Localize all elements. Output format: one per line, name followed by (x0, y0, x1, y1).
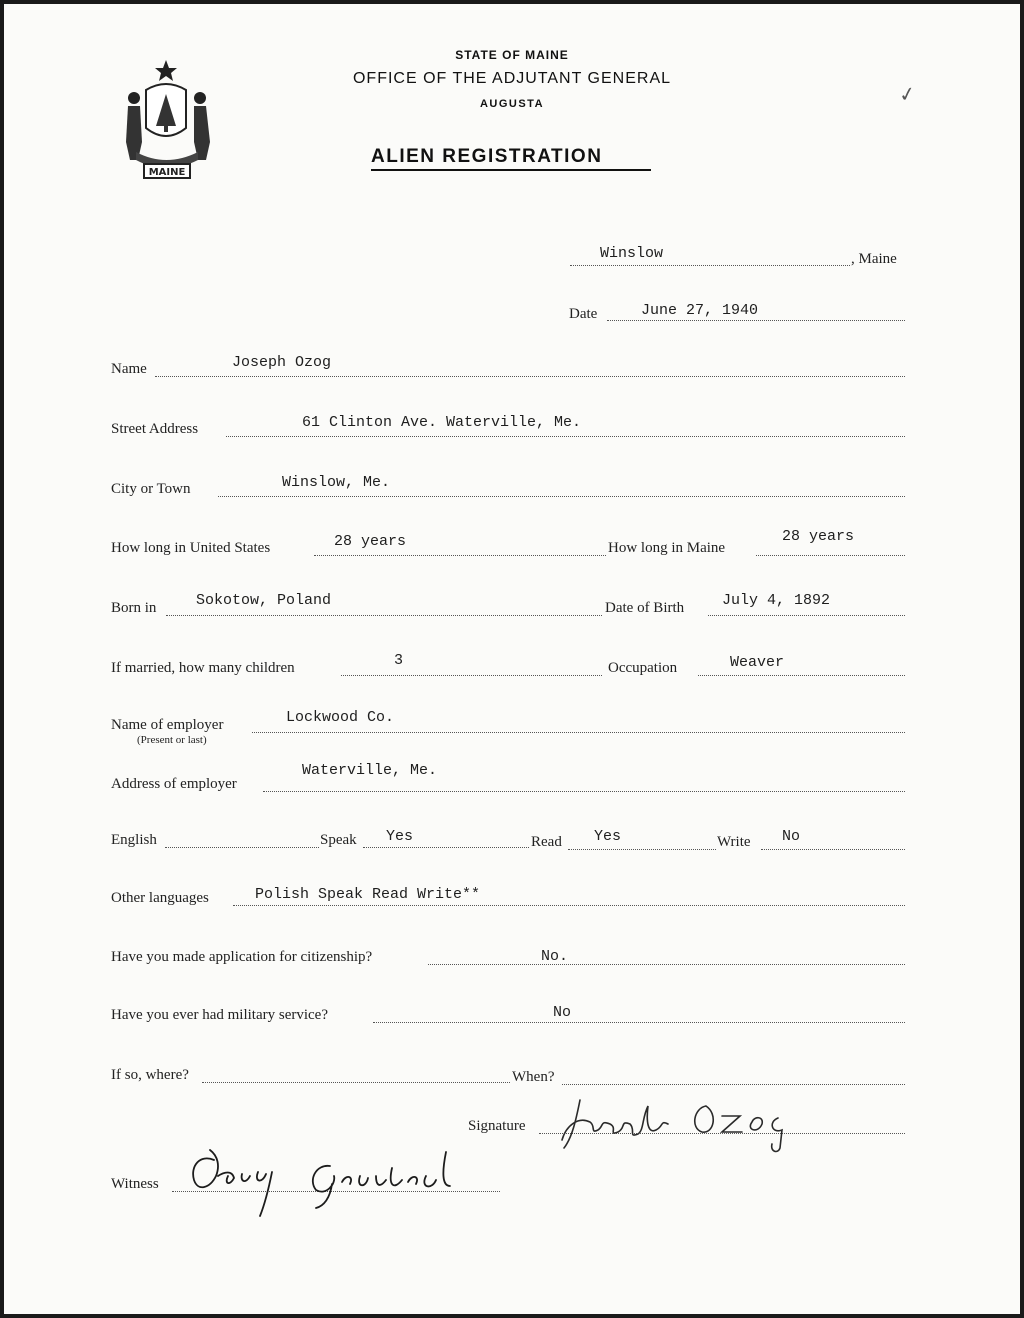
when-label: When? (512, 1069, 555, 1085)
name-label: Name (111, 361, 147, 377)
witness-signature-image (180, 1136, 470, 1226)
name-value: Joseph Ozog (232, 354, 332, 371)
write-value: No (782, 828, 801, 845)
speak-label: Speak (320, 832, 357, 848)
location-suffix: , Maine (851, 251, 897, 267)
signature-label: Signature (468, 1118, 526, 1134)
employer-label: Name of employer (111, 717, 224, 733)
maine-duration-label: How long in Maine (608, 540, 726, 556)
where-label: If so, where? (111, 1067, 189, 1083)
read-label: Read (531, 834, 562, 850)
other-languages-label: Other languages (111, 890, 209, 906)
speak-value: Yes (386, 828, 414, 845)
dob-value: July 4, 1892 (722, 592, 831, 609)
registration-form (4, 4, 1020, 1314)
maine-duration-value: 28 years (782, 528, 855, 545)
occupation-label: Occupation (608, 660, 678, 676)
other-languages-value: Polish Speak Read Write** (255, 886, 481, 903)
check-mark: ✓ (897, 82, 918, 108)
employer-sublabel: (Present or last) (137, 734, 207, 746)
date-label: Date (569, 306, 598, 322)
children-value: 3 (394, 652, 404, 669)
us-duration-label: How long in United States (111, 540, 271, 556)
signature-image (556, 1086, 816, 1158)
born-in-label: Born in (111, 600, 157, 616)
write-label: Write (717, 834, 751, 850)
title-underline (371, 169, 651, 171)
witness-label: Witness (111, 1176, 159, 1192)
citizenship-label: Have you made application for citizenship? (111, 949, 373, 965)
us-duration-value: 28 years (334, 533, 407, 550)
city-label: City or Town (111, 481, 191, 497)
dob-label: Date of Birth (605, 600, 685, 616)
occupation-value: Weaver (730, 654, 785, 671)
office-heading: OFFICE OF THE ADJUTANT GENERAL (352, 70, 672, 87)
military-label: Have you ever had military service? (111, 1007, 328, 1023)
city-value: Winslow, Me. (282, 474, 391, 491)
street-label: Street Address (111, 421, 199, 437)
page-title: ALIEN REGISTRATION (371, 146, 603, 167)
military-value: No (553, 1004, 572, 1021)
born-in-value: Sokotow, Poland (196, 592, 332, 609)
read-value: Yes (594, 828, 622, 845)
employer-address-label: Address of employer (111, 776, 237, 792)
employer-address-value: Waterville, Me. (302, 762, 438, 779)
citizenship-value: No. (541, 948, 569, 965)
street-value: 61 Clinton Ave. Waterville, Me. (302, 414, 582, 431)
employer-value: Lockwood Co. (286, 709, 395, 726)
svg-text:MAINE: MAINE (148, 167, 186, 178)
city-heading: AUGUSTA (479, 98, 545, 110)
english-label: English (111, 832, 157, 848)
location-value: Winslow (600, 245, 664, 262)
date-value: June 27, 1940 (641, 302, 759, 319)
state-heading: STATE OF MAINE (455, 48, 569, 62)
children-label: If married, how many children (111, 660, 295, 676)
